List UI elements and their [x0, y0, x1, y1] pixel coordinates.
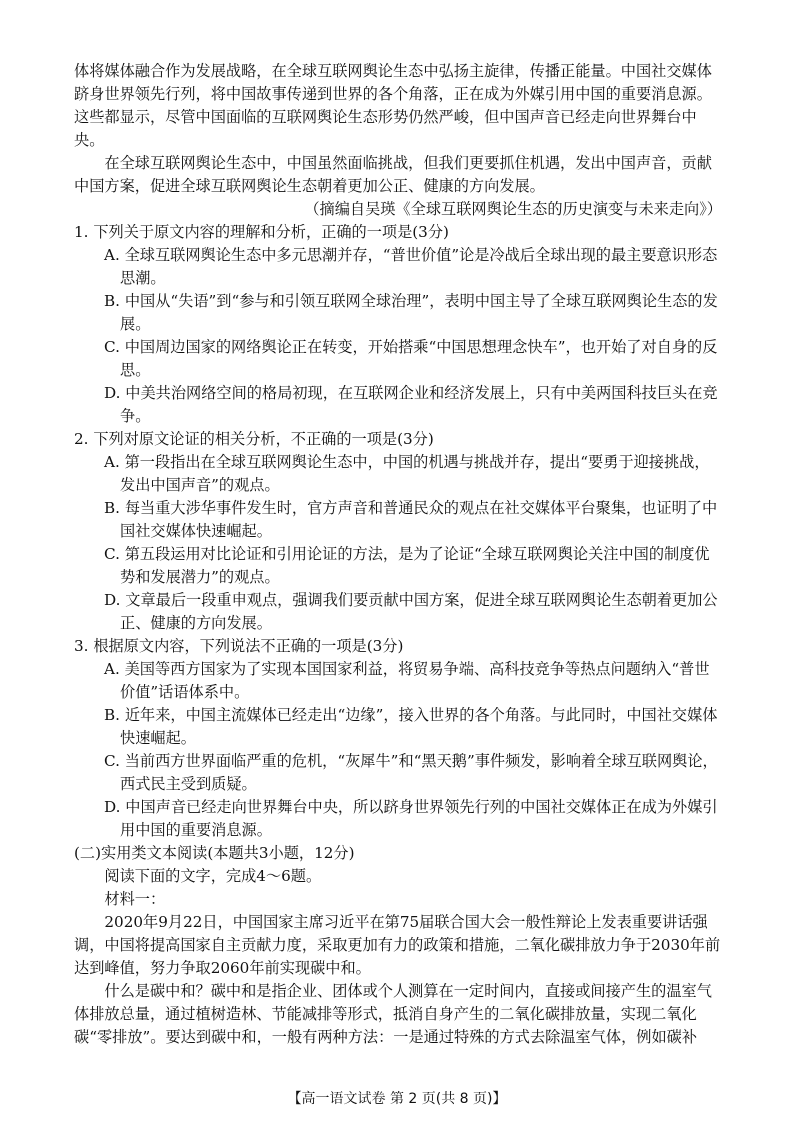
option-c: C. 第五段运用对比论证和引用论证的方法，是为了论证“全球互联网舆论关注中国的制度优势和发展潜力”的观点。: [104, 545, 710, 586]
option-b: B. 近年来，中国主流媒体已经走出“边缘”，接入世界的各个角落。与此同时，中国社交媒体快速崛起。: [104, 706, 718, 747]
page-footer: 【高一语文试卷 第 2 页(共 8 页)】: [287, 1091, 507, 1107]
passage-paragraph: 在全球互联网舆论生态中，中国虽然面临挑战，但我们更要抓住机遇，发出中国声音，贡献中国方案，促进全球互联网舆论生态朝着更加公正、健康的方向发展。: [74, 154, 712, 195]
section-practical-reading: [74, 842, 722, 1049]
material-paragraph: 什么是碳中和？碳中和是指企业、团体或个人测算在一定时间内，直接或间接产生的温室气体排放总量，通过植树造林、节能减排等形式，抵消自身产生的二氧化碳排放量，实现二氧化碳“零排放”。要达到碳中和，一般有两种方法：一是通过特殊的方式去除温室气体，例如碳补: [74, 982, 712, 1046]
option-a: A. 全球互联网舆论生态中多元思潮并存，“普世价值”论是冷战后全球出现的最主要意识形态思潮。: [104, 246, 718, 287]
section-heading: (二)实用类文本阅读(本题共3小题，12分): [74, 844, 355, 862]
option-c: C. 中国周边国家的网络舆论正在转变，开始搭乘“中国思想理念快车”，也开始了对自身的反思。: [104, 338, 718, 379]
passage-paragraph: 体将媒体融合作为发展战略，在全球互联网舆论生态中弘扬主旋律，传播正能量。中国社交媒体跻身世界领先行列，将中国故事传递到世界的各个角落，正在成为外媒引用中国的重要消息源。这些都显示，尽管中国面临的互联网舆论生态形势仍然严峻，但中国声音已经走向世界舞台中央。: [74, 62, 712, 149]
option-d: D. 文章最后一段重申观点，强调我们要贡献中国方案，促进全球互联网舆论生态朝着更加公正、健康的方向发展。: [104, 591, 718, 632]
option-a: A. 第一段指出在全球互联网舆论生态中，中国的机遇与挑战并存，提出“要勇于迎接挑战，发出中国声音”的观点。: [104, 453, 710, 494]
page-content: [74, 60, 722, 1049]
question-1: [74, 221, 722, 428]
question-2: [74, 428, 722, 635]
option-b: B. 中国从“失语”到“参与和引领互联网全球治理”，表明中国主导了全球互联网舆论生态的发展。: [104, 292, 718, 333]
source-citation: （摘编自吴瑛《全球互联网舆论生态的历史演变与未来走向》）: [304, 200, 722, 218]
option-c: C. 当前西方世界面临严重的危机，“灰犀牛”和“黑天鹅”事件频发，影响着全球互联网舆论，西式民主受到质疑。: [104, 752, 718, 793]
question-stem: 2. 下列对原文论证的相关分析，不正确的一项是(3分): [74, 430, 434, 448]
question-stem: 3. 根据原文内容，下列说法不正确的一项是(3分): [74, 637, 404, 655]
material-label: 材料一：: [104, 890, 166, 908]
option-b: B. 每当重大涉华事件发生时，官方声音和普通民众的观点在社交媒体平台聚集，也证明了中国社交媒体快速崛起。: [104, 499, 718, 540]
material-paragraph: 2020年9月22日，中国国家主席习近平在第75届联合国大会一般性辩论上发表重要讲话强调，中国将提高国家自主贡献力度，采取更加有力的政策和措施，二氧化碳排放力争于2030年前达到峰值，努力争取2060年前实现碳中和。: [74, 913, 721, 977]
option-d: D. 中国声音已经走向世界舞台中央，所以跻身世界领先行列的中国社交媒体正在成为外媒引用中国的重要消息源。: [104, 798, 718, 839]
option-d: D. 中美共治网络空间的格局初现，在互联网企业和经济发展上，只有中美两国科技巨头在竞争。: [104, 384, 718, 425]
question-3: [74, 635, 722, 842]
section-instruction: 阅读下面的文字，完成4～6题。: [104, 867, 322, 885]
question-stem: 1. 下列关于原文内容的理解和分析，正确的一项是(3分): [74, 223, 449, 241]
option-a: A. 美国等西方国家为了实现本国国家利益，将贸易争端、高科技竞争等热点问题纳入“普世价值”话语体系中。: [104, 660, 710, 701]
